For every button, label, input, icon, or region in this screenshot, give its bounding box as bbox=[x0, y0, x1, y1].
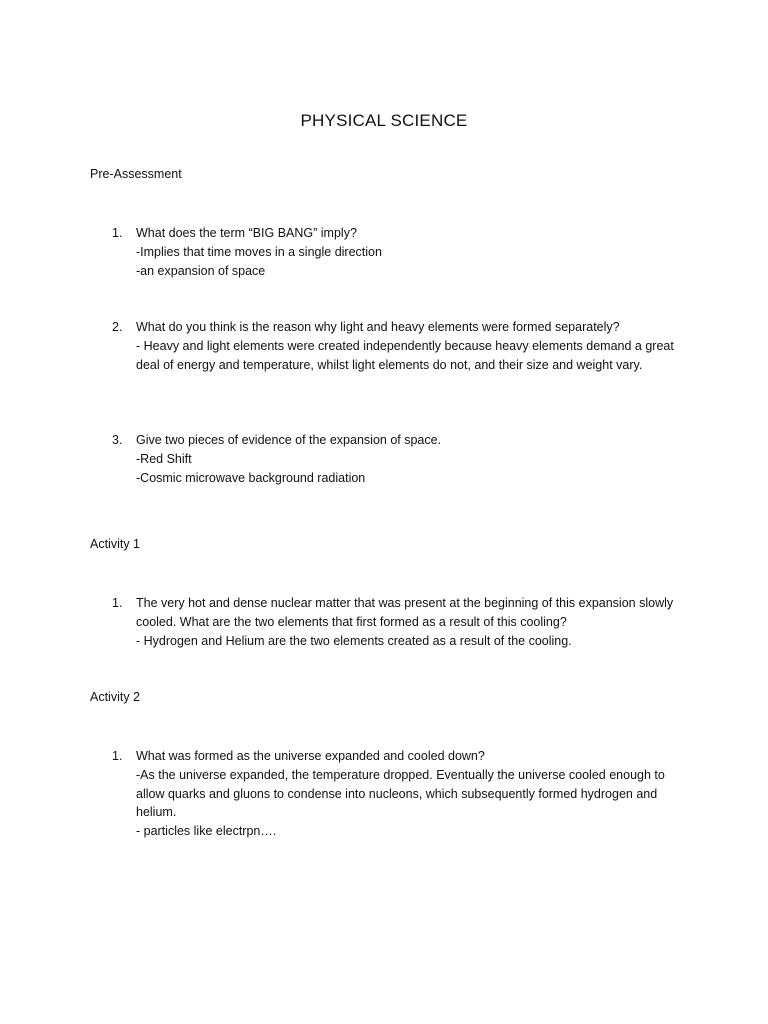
question-text: What do you think is the reason why light and heavy elements were formed separately? bbox=[136, 320, 620, 334]
pre-assessment-question-2 bbox=[112, 318, 682, 374]
answer-line: -Cosmic microwave background radiation bbox=[136, 470, 366, 485]
question-number: 1. bbox=[112, 596, 123, 610]
section-heading-activity-2: Activity 2 bbox=[90, 690, 141, 704]
section-heading-pre-assessment: Pre-Assessment bbox=[90, 167, 182, 181]
question-number: 3. bbox=[112, 433, 123, 447]
answer-line: - Hydrogen and Helium are the two elements created as a result of the cooling. bbox=[136, 633, 572, 648]
question-number: 2. bbox=[112, 320, 123, 334]
question-text: What was formed as the universe expanded and cooled down? bbox=[136, 749, 485, 763]
answer-line: -an expansion of space bbox=[136, 263, 266, 278]
page-title: PHYSICAL SCIENCE bbox=[300, 111, 468, 130]
answer-line: - particles like electrpn…. bbox=[136, 824, 277, 839]
question-text: Give two pieces of evidence of the expansion of space. bbox=[136, 433, 442, 447]
question-number: 1. bbox=[112, 226, 123, 240]
activity-1-question-1 bbox=[112, 594, 682, 650]
answer-line: -Implies that time moves in a single direction bbox=[136, 244, 382, 259]
answer-line: -As the universe expanded, the temperature dropped. Eventually the universe cooled enough to allow quarks and gluons to condense into nucleons, which subsequently formed hydrogen and helium. bbox=[136, 767, 665, 820]
question-text: The very hot and dense nuclear matter that was present at the beginning of this expansion slowly cooled. What are the two elements that first formed as a result of this cooling? bbox=[136, 596, 674, 629]
pre-assessment-question-3 bbox=[112, 431, 682, 487]
section-heading-activity-1: Activity 1 bbox=[90, 537, 141, 551]
question-number: 1. bbox=[112, 749, 123, 763]
question-text: What does the term “BIG BANG” imply? bbox=[136, 226, 357, 240]
pre-assessment-question-1 bbox=[112, 224, 682, 280]
answer-line: -Red Shift bbox=[136, 451, 192, 466]
answer-line: - Heavy and light elements were created independently because heavy elements demand a great deal of energy and temperature, whilst light elements do not, and their size and weight vary. bbox=[136, 338, 674, 372]
activity-2-question-1 bbox=[112, 747, 682, 841]
